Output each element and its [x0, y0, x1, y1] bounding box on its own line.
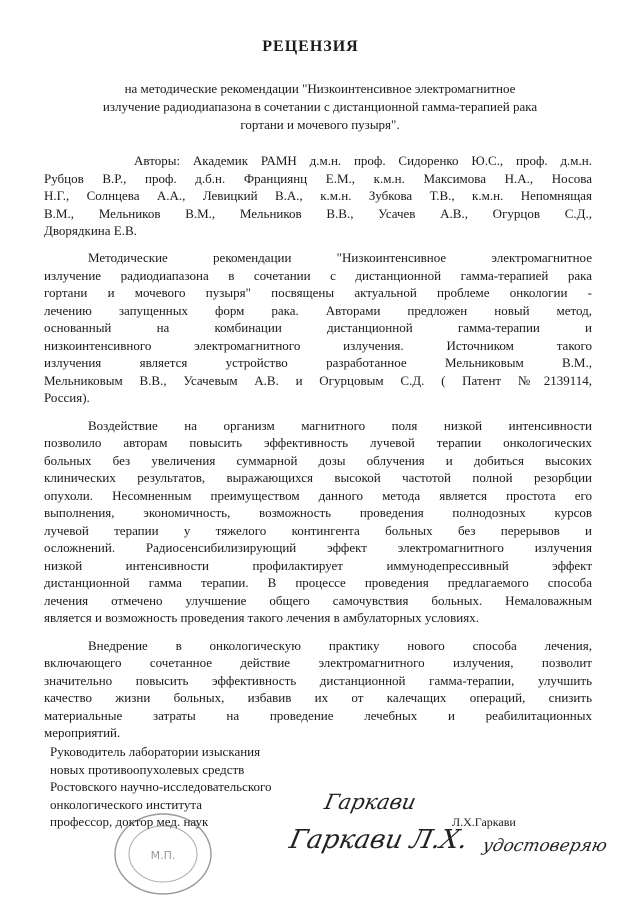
- review-body: [44, 249, 592, 752]
- text-line: Воздействие на организм магнитного поля низкой интенсивности: [88, 417, 592, 433]
- authors-line: Рубцов В.Р., проф. д.б.н. Франциянц Е.М., к.м.н. Максимова Н.А., Носова: [44, 170, 592, 186]
- subject-line: гортани и мочевого пузыря".: [240, 117, 400, 132]
- authors-line: Дворядкина Е.В.: [44, 223, 137, 238]
- signature-line: Ростовского научно-исследовательского: [50, 779, 272, 794]
- subject-line: излучение радиодиапазона в сочетании с дистанционной гамма-терапией рака: [102, 99, 538, 114]
- text-line: гортани и мочевого пузыря" посвящены актуальной проблеме онкологии -: [44, 285, 592, 300]
- text-line: выполнения, экономичность, возможность проведения полнодозных курсов: [44, 505, 592, 520]
- text-line: низкой интенсивности профилактирует иммунодепрессивный эффект: [44, 557, 592, 573]
- text-line: включающего сочетанное действие электромагнитного излучения, позволит: [44, 655, 592, 670]
- document-title: РЕЦЕНЗИЯ: [262, 38, 359, 55]
- text-line: излучения является устройство разработанное Мельниковым В.М.,: [44, 355, 592, 370]
- signature-line: профессор, доктор мед. наук: [50, 814, 209, 829]
- text-line: Внедрение в онкологическую практику нового способа лечения,: [88, 637, 592, 653]
- signature-line: новых противоопухолевых средств: [50, 761, 245, 777]
- text-line: лучевой терапии у тяжелого контингента больных без перерывов и: [44, 522, 592, 538]
- text-line: материальные затраты на проведение лечебных и реабилитационных: [44, 707, 592, 723]
- authors-line: Н.Г., Солнцева А.А., Левицкий В.А., к.м.н. Зубкова Т.В., к.м.н. Непомнящая: [44, 188, 592, 203]
- text-line: Методические рекомендации "Низкоинтенсивное электромагнитное: [88, 250, 592, 265]
- text-line: клинических результатов, выражающихся высокой частотой полной резорбции: [44, 470, 592, 485]
- text-line: качество жизни больных, избавив их от калечащих операций, снизить: [44, 690, 592, 705]
- text-line: дистанционной гамма терапии. В процессе проведения предлагаемого способа: [44, 575, 592, 590]
- handwritten-signature: Гаркави: [322, 790, 419, 814]
- text-line: значительно повысить эффективность дистанционной гамма-терапии, улучшить: [44, 672, 592, 688]
- printed-signatory-name: Л.Х.Гаркави: [452, 815, 516, 829]
- authors-line: Авторы: Академик РАМН д.м.н. проф. Сидоренко Ю.С., проф. д.м.н.: [134, 153, 592, 168]
- authors-line: В.М., Мельников В.М., Мельников В.В., Усачев А.В., Огурцов С.Д.,: [44, 205, 592, 221]
- text-line: Мельниковым В.В., Усачевым А.В. и Огурцовым С.Д. ( Патент №2139114,: [44, 372, 592, 388]
- text-line: низкоинтенсивного электромагнитного излучения. Источником такого: [44, 337, 592, 353]
- handwritten-signature-main: Гаркави Л.Х.: [286, 825, 471, 855]
- text-line: позволило авторам повысить эффективность лучевой терапии онкологических: [44, 435, 592, 450]
- text-line: Россия).: [44, 390, 90, 405]
- review-subject: [60, 80, 580, 134]
- text-line: излучение радиодиапазона в сочетании с дистанционной гамма-терапией рака: [44, 267, 592, 283]
- authors-block: [44, 152, 592, 240]
- text-line: мероприятий.: [44, 725, 121, 740]
- text-line: осложнений. Радиосенсибилизирующий эффект электромагнитного излучения: [44, 540, 592, 555]
- text-line: опухоли. Несомненным преимуществом данного метода является простота его: [44, 487, 592, 503]
- handwritten-certification: удостоверяю: [480, 836, 609, 856]
- text-line: больных без увеличения суммарной дозы облучения и добиться высоких: [44, 452, 592, 468]
- official-stamp: [108, 802, 218, 897]
- signature-line: Руководитель лаборатории изыскания: [50, 744, 261, 759]
- text-line: лечению запущенных форм рака. Авторами предложен новый метод,: [44, 302, 592, 318]
- stamp-label: М.П.: [150, 849, 176, 862]
- text-line: лечения отмечено улучшение общего самочувствия больных. Немаловажным: [44, 592, 592, 608]
- subject-line: на методические рекомендации "Низкоинтенсивное электромагнитное: [124, 81, 516, 96]
- paragraph-3: [44, 637, 592, 742]
- text-line: основанный на комбинации дистанционной гамма-терапии и: [44, 320, 592, 335]
- signature-line: онкологического института: [50, 796, 202, 812]
- paragraph-2: [44, 417, 592, 627]
- paragraph-1: [44, 249, 592, 407]
- text-line: является и возможность проведения такого лечения в амбулаторных условиях.: [44, 610, 479, 625]
